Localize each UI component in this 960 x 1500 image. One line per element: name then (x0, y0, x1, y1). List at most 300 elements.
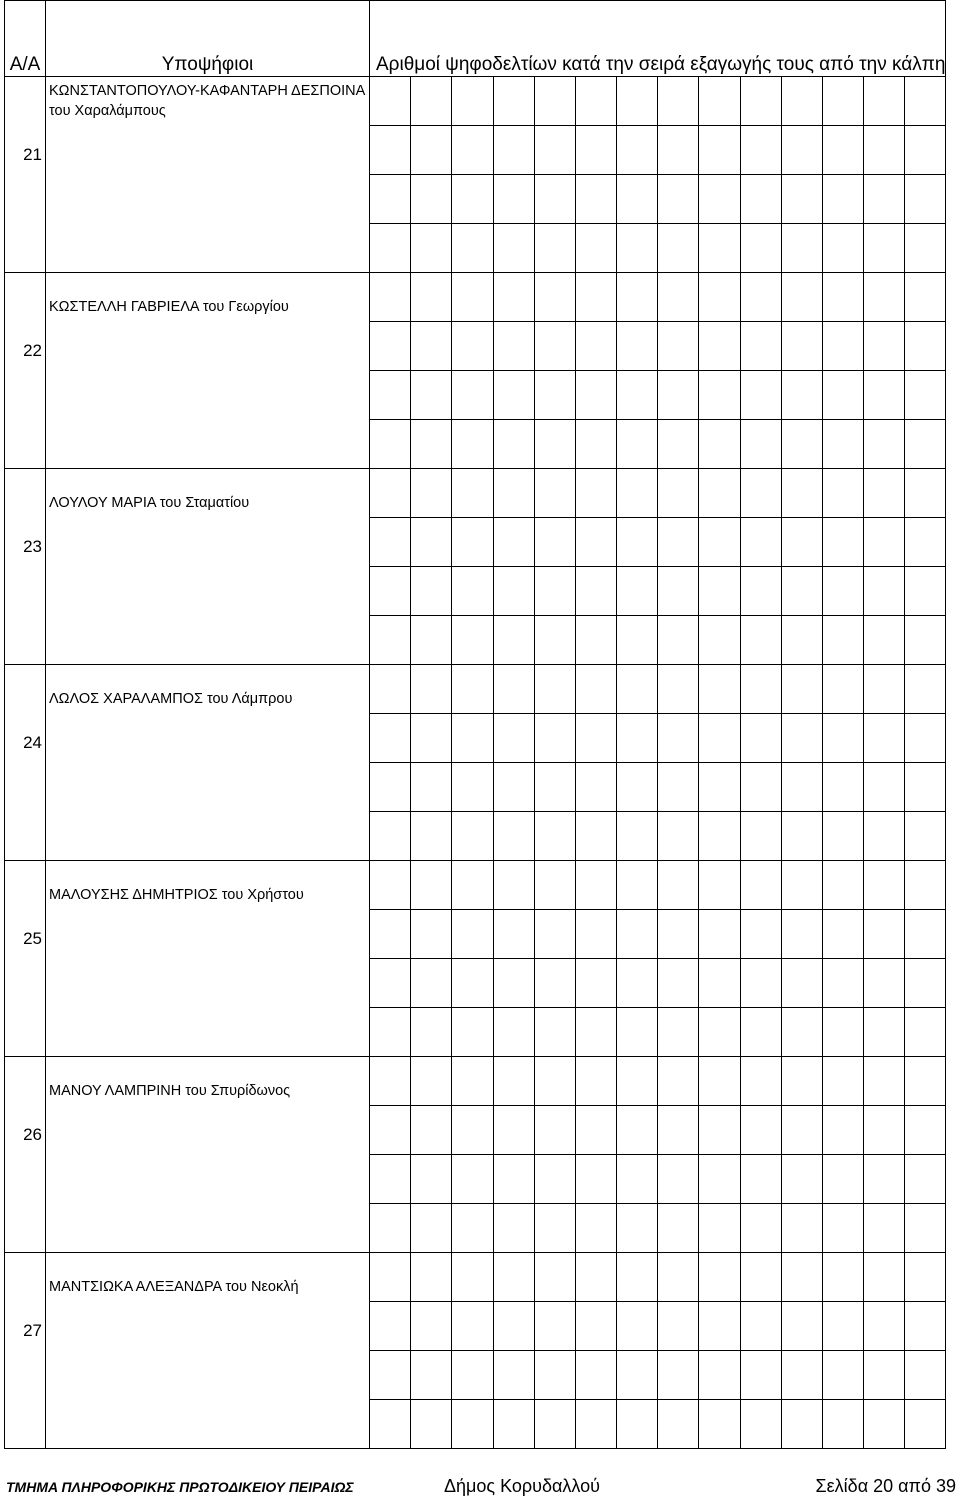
vote-box[interactable] (534, 224, 575, 273)
vote-box[interactable] (617, 469, 658, 518)
vote-box[interactable] (575, 1106, 616, 1155)
vote-box[interactable] (864, 322, 905, 371)
vote-box[interactable] (370, 371, 411, 420)
vote-box[interactable] (452, 665, 493, 714)
vote-box[interactable] (411, 910, 452, 959)
vote-box[interactable] (411, 665, 452, 714)
vote-box[interactable] (822, 224, 863, 273)
vote-box[interactable] (370, 1253, 411, 1302)
vote-box[interactable] (493, 175, 534, 224)
vote-box[interactable] (617, 567, 658, 616)
vote-box[interactable] (617, 910, 658, 959)
vote-box[interactable] (534, 175, 575, 224)
vote-box[interactable] (781, 1008, 822, 1057)
vote-box[interactable] (699, 126, 740, 175)
vote-box[interactable] (411, 1008, 452, 1057)
vote-box[interactable] (658, 518, 699, 567)
vote-box[interactable] (370, 812, 411, 861)
vote-box[interactable] (740, 665, 781, 714)
vote-box[interactable] (452, 714, 493, 763)
vote-box[interactable] (452, 1400, 493, 1449)
vote-box[interactable] (452, 763, 493, 812)
vote-box[interactable] (411, 1351, 452, 1400)
vote-box[interactable] (452, 126, 493, 175)
vote-box[interactable] (658, 1008, 699, 1057)
vote-box[interactable] (658, 1057, 699, 1106)
vote-box[interactable] (699, 861, 740, 910)
vote-box[interactable] (864, 273, 905, 322)
vote-box[interactable] (822, 763, 863, 812)
vote-box[interactable] (411, 273, 452, 322)
vote-box[interactable] (493, 1400, 534, 1449)
vote-box[interactable] (411, 224, 452, 273)
vote-box[interactable] (493, 1204, 534, 1253)
vote-box[interactable] (493, 126, 534, 175)
vote-box[interactable] (905, 1204, 946, 1253)
vote-box[interactable] (740, 77, 781, 126)
vote-box[interactable] (905, 322, 946, 371)
vote-box[interactable] (740, 1008, 781, 1057)
vote-box[interactable] (534, 273, 575, 322)
vote-box[interactable] (864, 665, 905, 714)
vote-box[interactable] (864, 861, 905, 910)
vote-box[interactable] (370, 1400, 411, 1449)
vote-box[interactable] (905, 469, 946, 518)
vote-box[interactable] (534, 861, 575, 910)
vote-box[interactable] (493, 322, 534, 371)
vote-box[interactable] (658, 126, 699, 175)
vote-box[interactable] (493, 1008, 534, 1057)
vote-box[interactable] (411, 763, 452, 812)
vote-box[interactable] (699, 1008, 740, 1057)
vote-box[interactable] (452, 322, 493, 371)
vote-box[interactable] (781, 1204, 822, 1253)
vote-box[interactable] (740, 1302, 781, 1351)
vote-box[interactable] (575, 1400, 616, 1449)
vote-box[interactable] (864, 1302, 905, 1351)
vote-box[interactable] (575, 714, 616, 763)
vote-box[interactable] (452, 910, 493, 959)
vote-box[interactable] (617, 126, 658, 175)
vote-box[interactable] (699, 224, 740, 273)
vote-box[interactable] (617, 1155, 658, 1204)
vote-box[interactable] (822, 567, 863, 616)
vote-box[interactable] (617, 861, 658, 910)
vote-box[interactable] (411, 714, 452, 763)
vote-box[interactable] (905, 567, 946, 616)
vote-box[interactable] (905, 273, 946, 322)
vote-box[interactable] (411, 1204, 452, 1253)
vote-box[interactable] (493, 1155, 534, 1204)
vote-box[interactable] (699, 812, 740, 861)
vote-box[interactable] (781, 1155, 822, 1204)
vote-box[interactable] (740, 322, 781, 371)
vote-box[interactable] (822, 1351, 863, 1400)
vote-box[interactable] (905, 126, 946, 175)
vote-box[interactable] (452, 371, 493, 420)
vote-box[interactable] (781, 1106, 822, 1155)
vote-box[interactable] (534, 665, 575, 714)
vote-box[interactable] (411, 126, 452, 175)
vote-box[interactable] (534, 1204, 575, 1253)
vote-box[interactable] (905, 1302, 946, 1351)
vote-box[interactable] (534, 567, 575, 616)
vote-box[interactable] (534, 420, 575, 469)
vote-box[interactable] (493, 224, 534, 273)
vote-box[interactable] (411, 371, 452, 420)
vote-box[interactable] (905, 77, 946, 126)
vote-box[interactable] (370, 273, 411, 322)
vote-box[interactable] (617, 1400, 658, 1449)
vote-box[interactable] (370, 322, 411, 371)
vote-box[interactable] (452, 273, 493, 322)
vote-box[interactable] (905, 812, 946, 861)
vote-box[interactable] (781, 763, 822, 812)
vote-box[interactable] (534, 1057, 575, 1106)
vote-box[interactable] (493, 959, 534, 1008)
vote-box[interactable] (781, 714, 822, 763)
vote-box[interactable] (905, 763, 946, 812)
vote-box[interactable] (864, 763, 905, 812)
vote-box[interactable] (452, 224, 493, 273)
vote-box[interactable] (411, 1302, 452, 1351)
vote-box[interactable] (822, 714, 863, 763)
vote-box[interactable] (658, 1253, 699, 1302)
vote-box[interactable] (575, 1155, 616, 1204)
vote-box[interactable] (699, 273, 740, 322)
vote-box[interactable] (658, 371, 699, 420)
vote-box[interactable] (411, 77, 452, 126)
vote-box[interactable] (493, 665, 534, 714)
vote-box[interactable] (781, 273, 822, 322)
vote-box[interactable] (658, 322, 699, 371)
vote-box[interactable] (781, 1253, 822, 1302)
vote-box[interactable] (370, 665, 411, 714)
vote-box[interactable] (740, 1106, 781, 1155)
vote-box[interactable] (658, 861, 699, 910)
vote-box[interactable] (370, 763, 411, 812)
vote-box[interactable] (370, 126, 411, 175)
vote-box[interactable] (658, 616, 699, 665)
vote-box[interactable] (575, 224, 616, 273)
vote-box[interactable] (617, 763, 658, 812)
vote-box[interactable] (864, 77, 905, 126)
vote-box[interactable] (452, 1302, 493, 1351)
vote-box[interactable] (617, 224, 658, 273)
vote-box[interactable] (781, 77, 822, 126)
vote-box[interactable] (699, 1302, 740, 1351)
vote-box[interactable] (864, 126, 905, 175)
vote-box[interactable] (740, 812, 781, 861)
vote-box[interactable] (452, 77, 493, 126)
vote-box[interactable] (370, 910, 411, 959)
vote-box[interactable] (493, 273, 534, 322)
vote-box[interactable] (452, 420, 493, 469)
vote-box[interactable] (617, 959, 658, 1008)
vote-box[interactable] (452, 616, 493, 665)
vote-box[interactable] (740, 1400, 781, 1449)
vote-box[interactable] (411, 812, 452, 861)
vote-box[interactable] (575, 567, 616, 616)
vote-box[interactable] (864, 910, 905, 959)
vote-box[interactable] (452, 1253, 493, 1302)
vote-box[interactable] (658, 420, 699, 469)
vote-box[interactable] (575, 77, 616, 126)
vote-box[interactable] (740, 469, 781, 518)
vote-box[interactable] (370, 1106, 411, 1155)
vote-box[interactable] (534, 812, 575, 861)
vote-box[interactable] (493, 763, 534, 812)
vote-box[interactable] (822, 910, 863, 959)
vote-box[interactable] (575, 1253, 616, 1302)
vote-box[interactable] (781, 861, 822, 910)
vote-box[interactable] (822, 469, 863, 518)
vote-box[interactable] (534, 77, 575, 126)
vote-box[interactable] (575, 665, 616, 714)
vote-box[interactable] (575, 1351, 616, 1400)
vote-box[interactable] (534, 714, 575, 763)
vote-box[interactable] (740, 126, 781, 175)
vote-box[interactable] (781, 616, 822, 665)
vote-box[interactable] (822, 1253, 863, 1302)
vote-box[interactable] (781, 567, 822, 616)
vote-box[interactable] (905, 665, 946, 714)
vote-box[interactable] (493, 420, 534, 469)
vote-box[interactable] (658, 469, 699, 518)
vote-box[interactable] (493, 910, 534, 959)
vote-box[interactable] (493, 371, 534, 420)
vote-box[interactable] (617, 175, 658, 224)
vote-box[interactable] (452, 861, 493, 910)
vote-box[interactable] (905, 1400, 946, 1449)
vote-box[interactable] (740, 959, 781, 1008)
vote-box[interactable] (658, 1351, 699, 1400)
vote-box[interactable] (534, 322, 575, 371)
vote-box[interactable] (822, 665, 863, 714)
vote-box[interactable] (452, 175, 493, 224)
vote-box[interactable] (699, 1351, 740, 1400)
vote-box[interactable] (822, 1400, 863, 1449)
vote-box[interactable] (699, 1155, 740, 1204)
vote-box[interactable] (658, 1302, 699, 1351)
vote-box[interactable] (740, 1351, 781, 1400)
vote-box[interactable] (864, 1351, 905, 1400)
vote-box[interactable] (493, 861, 534, 910)
vote-box[interactable] (411, 420, 452, 469)
vote-box[interactable] (411, 1400, 452, 1449)
vote-box[interactable] (740, 714, 781, 763)
vote-box[interactable] (411, 616, 452, 665)
vote-box[interactable] (905, 616, 946, 665)
vote-box[interactable] (617, 77, 658, 126)
vote-box[interactable] (370, 175, 411, 224)
vote-box[interactable] (864, 812, 905, 861)
vote-box[interactable] (534, 1253, 575, 1302)
vote-box[interactable] (864, 518, 905, 567)
vote-box[interactable] (864, 567, 905, 616)
vote-box[interactable] (905, 371, 946, 420)
vote-box[interactable] (452, 1351, 493, 1400)
vote-box[interactable] (575, 126, 616, 175)
vote-box[interactable] (699, 1204, 740, 1253)
vote-box[interactable] (864, 175, 905, 224)
vote-box[interactable] (658, 1155, 699, 1204)
vote-box[interactable] (699, 175, 740, 224)
vote-box[interactable] (781, 665, 822, 714)
vote-box[interactable] (411, 175, 452, 224)
vote-box[interactable] (575, 469, 616, 518)
vote-box[interactable] (411, 567, 452, 616)
vote-box[interactable] (864, 469, 905, 518)
vote-box[interactable] (617, 714, 658, 763)
vote-box[interactable] (534, 1302, 575, 1351)
vote-box[interactable] (822, 322, 863, 371)
vote-box[interactable] (781, 1351, 822, 1400)
vote-box[interactable] (575, 910, 616, 959)
vote-box[interactable] (905, 861, 946, 910)
vote-box[interactable] (658, 763, 699, 812)
vote-box[interactable] (781, 1302, 822, 1351)
vote-box[interactable] (864, 371, 905, 420)
vote-box[interactable] (534, 910, 575, 959)
vote-box[interactable] (905, 910, 946, 959)
vote-box[interactable] (658, 224, 699, 273)
vote-box[interactable] (905, 1253, 946, 1302)
vote-box[interactable] (822, 420, 863, 469)
vote-box[interactable] (740, 763, 781, 812)
vote-box[interactable] (781, 1400, 822, 1449)
vote-box[interactable] (370, 616, 411, 665)
vote-box[interactable] (781, 371, 822, 420)
vote-box[interactable] (493, 714, 534, 763)
vote-box[interactable] (575, 1302, 616, 1351)
vote-box[interactable] (699, 1253, 740, 1302)
vote-box[interactable] (658, 1204, 699, 1253)
vote-box[interactable] (822, 126, 863, 175)
vote-box[interactable] (658, 567, 699, 616)
vote-box[interactable] (864, 1008, 905, 1057)
vote-box[interactable] (493, 1351, 534, 1400)
vote-box[interactable] (575, 273, 616, 322)
vote-box[interactable] (534, 1155, 575, 1204)
vote-box[interactable] (740, 371, 781, 420)
vote-box[interactable] (822, 518, 863, 567)
vote-box[interactable] (822, 1302, 863, 1351)
vote-box[interactable] (575, 763, 616, 812)
vote-box[interactable] (452, 959, 493, 1008)
vote-box[interactable] (534, 518, 575, 567)
vote-box[interactable] (575, 616, 616, 665)
vote-box[interactable] (452, 1155, 493, 1204)
vote-box[interactable] (740, 616, 781, 665)
vote-box[interactable] (575, 322, 616, 371)
vote-box[interactable] (452, 567, 493, 616)
vote-box[interactable] (370, 1008, 411, 1057)
vote-box[interactable] (781, 175, 822, 224)
vote-box[interactable] (822, 1155, 863, 1204)
vote-box[interactable] (905, 714, 946, 763)
vote-box[interactable] (493, 567, 534, 616)
vote-box[interactable] (370, 1204, 411, 1253)
vote-box[interactable] (617, 1204, 658, 1253)
vote-box[interactable] (699, 910, 740, 959)
vote-box[interactable] (658, 714, 699, 763)
vote-box[interactable] (370, 518, 411, 567)
vote-box[interactable] (493, 469, 534, 518)
vote-box[interactable] (617, 665, 658, 714)
vote-box[interactable] (864, 1057, 905, 1106)
vote-box[interactable] (617, 273, 658, 322)
vote-box[interactable] (740, 224, 781, 273)
vote-box[interactable] (452, 1204, 493, 1253)
vote-box[interactable] (575, 1204, 616, 1253)
vote-box[interactable] (658, 175, 699, 224)
vote-box[interactable] (781, 420, 822, 469)
vote-box[interactable] (781, 126, 822, 175)
vote-box[interactable] (452, 1057, 493, 1106)
vote-box[interactable] (370, 420, 411, 469)
vote-box[interactable] (411, 861, 452, 910)
vote-box[interactable] (864, 1204, 905, 1253)
vote-box[interactable] (699, 1400, 740, 1449)
vote-box[interactable] (658, 959, 699, 1008)
vote-box[interactable] (617, 1008, 658, 1057)
vote-box[interactable] (864, 420, 905, 469)
vote-box[interactable] (575, 1008, 616, 1057)
vote-box[interactable] (617, 420, 658, 469)
vote-box[interactable] (822, 861, 863, 910)
vote-box[interactable] (699, 1057, 740, 1106)
vote-box[interactable] (370, 469, 411, 518)
vote-box[interactable] (864, 1400, 905, 1449)
vote-box[interactable] (740, 567, 781, 616)
vote-box[interactable] (370, 1351, 411, 1400)
vote-box[interactable] (411, 469, 452, 518)
vote-box[interactable] (781, 469, 822, 518)
vote-box[interactable] (493, 518, 534, 567)
vote-box[interactable] (699, 420, 740, 469)
vote-box[interactable] (617, 1106, 658, 1155)
vote-box[interactable] (370, 224, 411, 273)
vote-box[interactable] (575, 420, 616, 469)
vote-box[interactable] (822, 1057, 863, 1106)
vote-box[interactable] (534, 371, 575, 420)
vote-box[interactable] (575, 959, 616, 1008)
vote-box[interactable] (370, 567, 411, 616)
vote-box[interactable] (905, 224, 946, 273)
vote-box[interactable] (617, 322, 658, 371)
vote-box[interactable] (781, 910, 822, 959)
vote-box[interactable] (699, 567, 740, 616)
vote-box[interactable] (493, 1106, 534, 1155)
vote-box[interactable] (864, 224, 905, 273)
vote-box[interactable] (370, 1057, 411, 1106)
vote-box[interactable] (699, 371, 740, 420)
vote-box[interactable] (617, 1351, 658, 1400)
vote-box[interactable] (781, 959, 822, 1008)
vote-box[interactable] (740, 861, 781, 910)
vote-box[interactable] (411, 1155, 452, 1204)
vote-box[interactable] (534, 1400, 575, 1449)
vote-box[interactable] (617, 1302, 658, 1351)
vote-box[interactable] (575, 175, 616, 224)
vote-box[interactable] (370, 77, 411, 126)
vote-box[interactable] (699, 518, 740, 567)
vote-box[interactable] (822, 1106, 863, 1155)
vote-box[interactable] (905, 959, 946, 1008)
vote-box[interactable] (411, 322, 452, 371)
vote-box[interactable] (864, 616, 905, 665)
